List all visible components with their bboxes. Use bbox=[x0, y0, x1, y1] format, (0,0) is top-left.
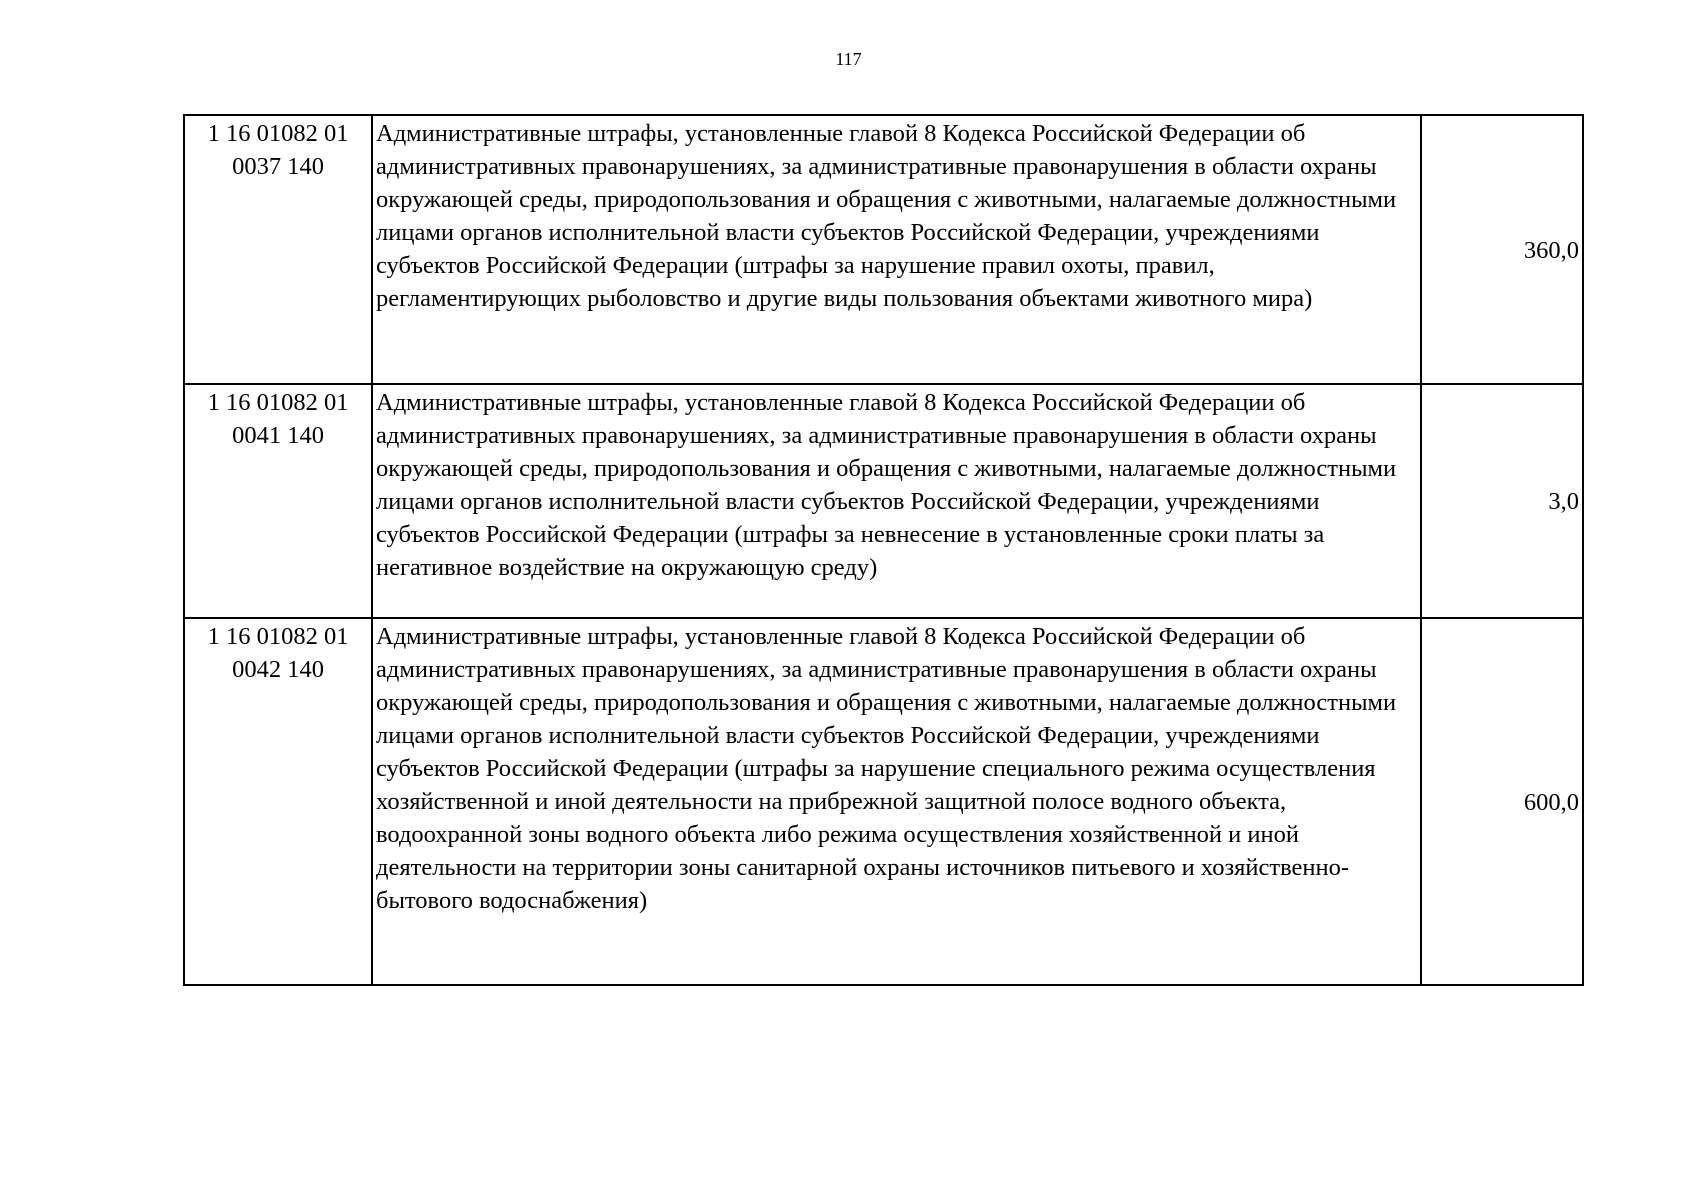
table-row bbox=[184, 618, 1583, 985]
classification-code-cell: 1 16 01082 01 0042 140 bbox=[184, 618, 372, 985]
budget-table bbox=[183, 114, 1584, 986]
classification-code-cell: 1 16 01082 01 0037 140 bbox=[184, 115, 372, 384]
amount-cell: 3,0 bbox=[1421, 384, 1583, 618]
classification-code-cell: 1 16 01082 01 0041 140 bbox=[184, 384, 372, 618]
amount-cell: 600,0 bbox=[1421, 618, 1583, 985]
description-cell: Административные штрафы, установленные главой 8 Кодекса Российской Федерации об административных правонарушениях, за административные правонарушения в области охраны окружающей среды, природопользования и обращения с животными, налагаемые должностными лицами органов исполнительной власти субъектов Российской Федерации, учреждениями субъектов Российской Федерации (штрафы за невнесение в установленные сроки платы за негативное воздействие на окружающую среду) bbox=[372, 384, 1421, 618]
page-number: 117 bbox=[835, 49, 862, 69]
table-row bbox=[184, 115, 1583, 384]
amount-cell: 360,0 bbox=[1421, 115, 1583, 384]
table-row bbox=[184, 384, 1583, 618]
description-cell: Административные штрафы, установленные главой 8 Кодекса Российской Федерации об административных правонарушениях, за административные правонарушения в области охраны окружающей среды, природопользования и обращения с животными, налагаемые должностными лицами органов исполнительной власти субъектов Российской Федерации, учреждениями субъектов Российской Федерации (штрафы за нарушение правил охоты, правил, регламентирующих рыболовство и другие виды пользования объектами животного мира) bbox=[372, 115, 1421, 384]
description-cell: Административные штрафы, установленные главой 8 Кодекса Российской Федерации об административных правонарушениях, за административные правонарушения в области охраны окружающей среды, природопользования и обращения с животными, налагаемые должностными лицами органов исполнительной власти субъектов Российской Федерации, учреждениями субъектов Российской Федерации (штрафы за нарушение специального режима осуществления хозяйственной и иной деятельности на прибрежной защитной полосе водного объекта, водоохранной зоны водного объекта либо режима осуществления хозяйственной и иной деятельности на территории зоны санитарной охраны источников питьевого и хозяйственно-бытового водоснабжения) bbox=[372, 618, 1421, 985]
